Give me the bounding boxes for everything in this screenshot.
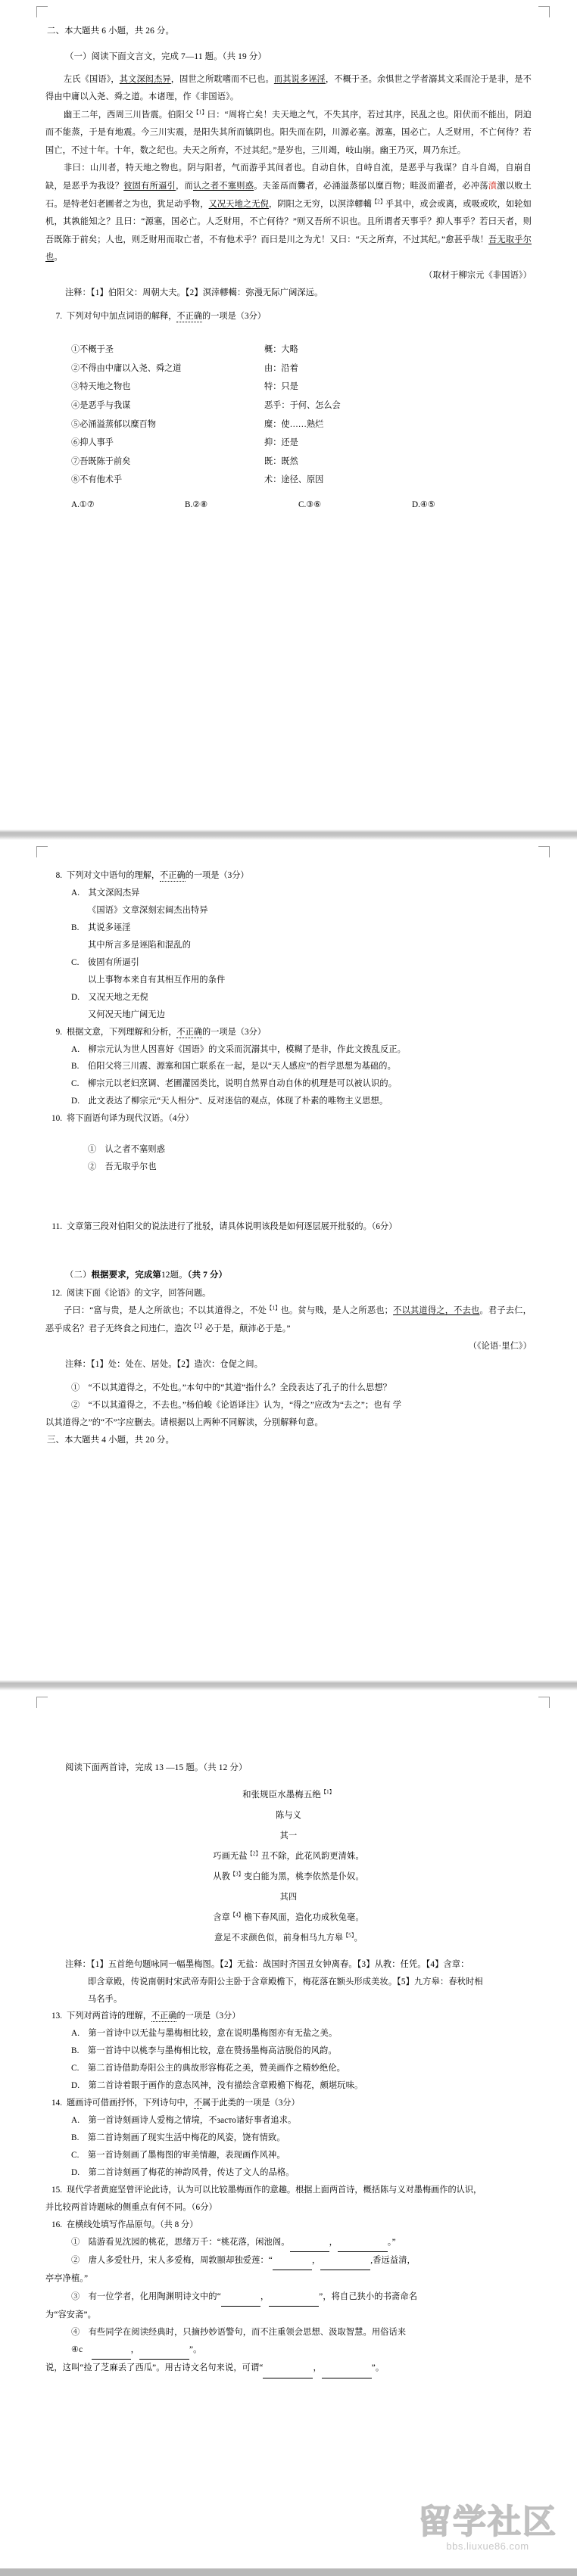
text-run: ，固世之所耽嗜而不已也。: [170, 74, 274, 84]
question-15-line-2: 并比较两首诗题咏的侧重点有何不同。（6分）: [45, 2202, 217, 2212]
q10-translation-item: ① 认之者不塞则惑: [88, 1145, 166, 1155]
q14-option[interactable]: A. 第一首诗刻画诗人爱梅之情境，不засто诸好事者追求。: [71, 2116, 297, 2126]
question-13-stem: [67, 2008, 532, 2025]
footnote-marker: 【2】: [247, 1850, 261, 1857]
q16-item: [71, 2234, 532, 2252]
poem-line: [45, 1908, 532, 1928]
q7-item-gloss: 抑：还是: [264, 438, 298, 448]
passage-paragraph-3: [45, 160, 532, 266]
crop-mark-top-right-p3: [538, 1697, 550, 1708]
question-15-number: 15.: [51, 2185, 62, 2195]
q14-stem-post: 属于此类的一项是（3分）: [202, 2098, 300, 2108]
highlighted-char: 濆: [488, 182, 497, 191]
q16-answer-blank[interactable]: [338, 2234, 388, 2252]
watermark-main-text: 留学社区: [418, 2503, 557, 2540]
footnote-marker: 【5】: [343, 1931, 354, 1938]
text-run: 从教: [213, 1872, 230, 1882]
passage-paragraph-1: [45, 71, 532, 107]
q7-item-stem: ⑧不有他术乎: [71, 475, 123, 485]
question-13: [45, 2008, 532, 2025]
q14-stem-emphasis: 不: [193, 2098, 203, 2108]
text-run: 。君子去仁，恶乎成名？君子无终食之间违仁，造次: [45, 1306, 532, 1333]
text-run: 幽王二年，西周三川皆震。伯阳父: [64, 110, 194, 120]
question-7-item-list: [45, 341, 532, 490]
q16-item-text: 有一位学者，化用陶渊明诗文中的“: [88, 2291, 221, 2301]
stanza-4-label: 其四: [279, 1892, 298, 1902]
question-14-options: [45, 2112, 532, 2182]
q13-stem-pre: 下列对两首诗的理解，: [67, 2011, 151, 2021]
poem-notes-line-2: 即含章殿，传说南朝时宋武帝寿阳公主卧于含章殿檐下，梅花落在额头形成美妆。【5】九方皋：春秋时相: [88, 1977, 483, 1986]
footnote-marker: 【2】: [191, 1322, 205, 1329]
q16-item-tail: ”。: [189, 2345, 202, 2355]
question-13-options: [45, 2025, 532, 2095]
q7-item-stem: ⑦吾既陈于前矣: [71, 456, 131, 466]
stanza-1-lines: [45, 1846, 532, 1887]
question-8-options: [45, 885, 532, 1024]
q9-option[interactable]: B. 伯阳父将三川震、源塞和国亡联系在一起，是以“天人感应”的哲学思想为基础的。: [71, 1062, 396, 1072]
q7-choice[interactable]: B.②⑧: [185, 500, 208, 510]
passage-source: （取材于柳宗元《非国语》）: [424, 270, 532, 280]
text-run: ，不概于圣。余惧世之学者溺其文采而沦于是非，是不得由中庸以入尧、舜之道。本诸理，作《非国语》。: [45, 74, 532, 102]
q8-option-explanation: 以上事物本来自有其相互作用的条件: [88, 975, 226, 985]
poem-line: [45, 1846, 532, 1867]
question-7-stem: [67, 308, 532, 325]
question-11: [45, 1218, 532, 1236]
q7-choice[interactable]: C.③⑥: [298, 500, 322, 510]
poem-title-footnote-marker: 【1】: [320, 1789, 335, 1796]
question-12-sub-2-line-1: ② “不以其道得之，不去也。”杨伯峻《论语译注》认为，“得之”应改为“去之”；也有 学: [71, 1400, 402, 1410]
q16-answer-blank[interactable]: [92, 2341, 131, 2360]
crop-mark-top-left-p2: [36, 846, 48, 857]
q9-stem-pre: 根据文意，下列理解和分析，: [67, 1027, 177, 1037]
footnote-marker: 【3】: [230, 1871, 244, 1878]
q7-choice[interactable]: A.①⑦: [71, 500, 95, 510]
text-run: 必于是，颠沛必于是。”: [204, 1324, 291, 1333]
question-12-sub-1: ① “不以其道得之，不处也。”本句中的“其道”指什么？全段表达了孔子的什么思想？: [71, 1383, 392, 1392]
q7-item-gloss: 恶乎：于何、怎么会: [264, 400, 341, 410]
passage-paragraph-2: [45, 107, 532, 160]
poem-title: [45, 1785, 532, 1806]
q14-option[interactable]: B. 第二首诗刻画了现实生活中梅花的风姿，饶有情致。: [71, 2133, 285, 2143]
q13-option[interactable]: D. 第二首诗着眼于画作的意态风神，没有描绘含章殿檐下梅花，颇堪玩味。: [71, 2081, 363, 2091]
q16-separator: ，: [130, 2345, 139, 2355]
q16-answer-blank[interactable]: [290, 2234, 329, 2252]
q16-item-text: 唐人多爱牡丹，宋人多爱梅，周敦颐却独爱莲：“: [88, 2256, 273, 2266]
q16-item-marker: ②: [71, 2256, 89, 2266]
q7-stem-emphasis: 不正确: [176, 312, 203, 322]
question-10-stem: 将下面语句译为现代汉语。（4分）: [67, 1114, 194, 1124]
question-12-sub-2-line-2: 以其道得之”的“不”字应删去。请根据以上两种不同解读，分别解释句意。: [45, 1417, 323, 1427]
q7-item-stem: ②不得由中庸以入尧、舜之道: [71, 363, 182, 373]
underlined-phrase: 又况天地之无倪: [208, 199, 269, 209]
question-15-line-1: 现代学者黄庭坚曾评论此诗，认为可以比较墨梅画作的意趣。根据上面两首诗，概括陈与义对墨梅画作的认识，: [67, 2185, 482, 2195]
q13-option[interactable]: B. 第一首诗中以桃李与墨梅相比较，意在赞扬墨梅高洁脱俗的风韵。: [71, 2046, 337, 2056]
q8-option-explanation: 其中所言多是诬陷和混乱的: [88, 940, 192, 950]
section-2-header: 二、本大题共 6 小题，共 26 分。: [47, 26, 175, 36]
footnote-marker: 【1】: [193, 109, 207, 116]
question-16: [45, 2217, 532, 2234]
part-two-heading-d: （共 7 分）: [187, 1271, 228, 1280]
text-run: 也。贫与贱，是人之所恶也；: [280, 1306, 394, 1316]
stanza-4-lines: [45, 1908, 532, 1949]
question-8: [45, 867, 532, 885]
question-10: [45, 1110, 532, 1128]
q14-option[interactable]: D. 第二首诗刻画了梅花的神韵风骨，传达了文人的品格。: [71, 2168, 295, 2178]
question-12-stem: 阅读下面《论语》的文字，回答问题。: [67, 1289, 211, 1299]
q14-stem-pre: 题画诗可借画抒怀，下列诗句中，: [67, 2098, 194, 2108]
question-10-number: 10.: [51, 1114, 62, 1124]
q13-option[interactable]: A. 第一首诗中以无盐与墨梅相比较，意在说明墨梅图亦有无盐之美。: [71, 2029, 338, 2039]
footnote-marker: 【2】: [372, 198, 386, 204]
q8-stem-post: 的一项是（3分）: [185, 871, 249, 880]
q8-option[interactable]: B. 其说多诬淫: [71, 922, 131, 932]
q14-option[interactable]: C. 第一首诗刻画了墨梅图的审美情趣，表现画作风神。: [71, 2151, 285, 2161]
text-run: 意足不求颜色似，前身相马九方皋: [214, 1933, 344, 1943]
q16-separator: ，: [313, 2363, 322, 2373]
q13-option[interactable]: C. 第二首诗借助寿阳公主的典故形容梅花之美，赞美画作之精妙绝伦。: [71, 2064, 346, 2074]
question-8-number: 8.: [55, 871, 62, 880]
stanza-1-label: 其一: [279, 1831, 298, 1841]
q16-answer-blank[interactable]: [273, 2252, 312, 2270]
underlined-phrase: 不以其道得之，不去也: [393, 1306, 480, 1316]
question-16-number: 16.: [51, 2220, 62, 2230]
q16-item: [71, 2341, 532, 2360]
lunyu-quote: [45, 1302, 532, 1338]
q7-item-row: [71, 434, 532, 453]
lunyu-notes: 注释：【1】处：处在、居处。【2】造次：仓促之间。: [65, 1359, 264, 1369]
q16-item-continuation: [45, 2307, 532, 2325]
question-16-stem: 在横线处填写作品原句。（共 8 分）: [67, 2220, 198, 2230]
text-run: 左氏《国语》，: [64, 74, 120, 84]
q7-item-stem: ④是恶乎与我谋: [71, 400, 131, 410]
q16-separator: ，: [329, 2238, 338, 2248]
q16-item-continuation: [45, 2270, 532, 2288]
q16-item-marker: ④c: [71, 2345, 92, 2355]
q16-item-text: 陆游看见沈园的桃花，思绪万千：“桃花落，闲池阁。: [88, 2238, 290, 2248]
question-14-number: 14.: [51, 2098, 62, 2108]
q16-item: [71, 2252, 532, 2270]
part-two-heading-b: 根据要求，完成第: [91, 1271, 161, 1280]
question-11-stem: 文章第三段对伯阳父的说法进行了批驳，请具体说明该段是如何逐层展开批驳的。（6分）: [67, 1222, 398, 1232]
q7-item-row: [71, 397, 532, 415]
poem-title-text: 和张规臣水墨梅五绝: [242, 1790, 321, 1800]
question-16-items: [45, 2234, 532, 2378]
part-two-heading: [65, 1266, 532, 1285]
crop-mark-top-left: [36, 6, 48, 17]
q16-separator: ，: [260, 2291, 270, 2301]
q8-option[interactable]: A. 其文深闳杰异: [71, 888, 140, 898]
text-run: 激以败土石。是特老妇老圃者之为也，犹足动乎物，: [45, 182, 532, 209]
q7-item-gloss: 糜：使……熟烂: [264, 419, 324, 429]
lunyu-source: （《论语·里仁》）: [468, 1342, 532, 1352]
q7-item-row: [71, 378, 532, 397]
q16-item: [71, 2324, 532, 2341]
q7-item-stem: ③特天地之物也: [71, 382, 131, 392]
q16-item-marker: ③: [71, 2291, 89, 2301]
page-3: [0, 1691, 577, 2568]
watermark-url-text: bbs.liuxue86.com: [446, 2540, 529, 2552]
q16-item-continuation: [45, 2360, 532, 2378]
q7-item-row: [71, 341, 532, 359]
q9-stem-post: 的一项是（3分）: [202, 1027, 266, 1037]
underlined-phrase: 其文深闳杰异: [119, 74, 171, 84]
text-run: 含章: [213, 1912, 230, 1922]
part-one-heading: （一）阅读下面文言文，完成 7—11 题。（共 19 分）: [65, 51, 267, 61]
q7-stem-post: 的一项是（3分）: [202, 312, 266, 322]
question-9-number: 9.: [55, 1027, 62, 1037]
q7-item-row: [71, 359, 532, 378]
section-3-header: 三、本大题共 4 小题，共 20 分。: [47, 1436, 175, 1445]
q16-item-text: 有些同学在阅读经典时，只摘抄妙语警句，而不注重领会思想、汲取智慧。用俗话来: [88, 2328, 407, 2338]
q16-item-tail: ,香远益清，: [370, 2256, 416, 2266]
crop-mark-top-left-p3: [36, 1697, 48, 1708]
site-watermark: [418, 2503, 557, 2552]
q8-stem-pre: 下列对文中语句的理解，: [67, 871, 161, 880]
page-separator-2: [0, 1680, 577, 1691]
q9-stem-emphasis: 不正确: [176, 1027, 203, 1037]
q9-option[interactable]: C. 柳宗元以老妇烹调、老圃灌园类比，说明自然界自动自休的机理是可以被认识的。: [71, 1079, 398, 1089]
poem-line: [45, 1928, 532, 1949]
question-15: [45, 2182, 532, 2199]
question-12-number: 12.: [51, 1289, 62, 1299]
q7-item-row: [71, 453, 532, 471]
q16-answer-blank[interactable]: [320, 2252, 370, 2270]
q16-answer-blank[interactable]: [139, 2341, 189, 2360]
q7-item-gloss: 既：既然: [264, 456, 298, 466]
part-two-heading-a: （二）: [65, 1271, 92, 1280]
q13-stem-emphasis: 不正确: [151, 2011, 177, 2021]
poem-line: [45, 1867, 532, 1887]
footnote-marker: 【1】: [267, 1305, 281, 1311]
q7-item-stem: ①不概于圣: [71, 345, 114, 354]
page-separator-1: [0, 829, 577, 840]
q8-option[interactable]: C. 彼固有所逼引: [71, 957, 139, 967]
q7-choice[interactable]: D.④⑤: [412, 500, 435, 510]
q16-answer-blank[interactable]: [269, 2288, 319, 2307]
question-8-stem: [67, 867, 532, 885]
text-run: 子曰：“富与贵，是人之所欲也；不以其道得之，不处: [64, 1306, 267, 1316]
q16-item-marker: ①: [71, 2238, 89, 2248]
q8-option[interactable]: D. 又况天地之无倪: [71, 992, 148, 1002]
q7-item-gloss: 术：途径、原因: [264, 475, 324, 485]
text-run: 丑不除，此花风韵更清姝。: [260, 1852, 364, 1862]
text-run: 。: [54, 253, 63, 263]
q10-translation-item: ② 吾无取乎尔也: [88, 1162, 157, 1172]
part-three-heading: 阅读下面两首诗，完成 13 —15 题。（共 12 分）: [65, 1763, 248, 1772]
q9-option[interactable]: D. 此文表达了柳宗元“天人相分”、反对迷信的观点，体现了朴素的唯物主义思想。: [71, 1097, 388, 1106]
text-run: 。: [354, 1933, 363, 1943]
text-run: 乎其中，或会或离，或吸或吹，如轮如机，其孰能知之？且曰：“源塞，国必亡。人乏财用，不亡何待？”则又吾所不识也。且所谓者天事乎？抑人事乎？若曰天者，则吾既陈于前矣；人也，则乏财用而取亡者，不有他术乎？而曰是川之为尤！又曰：“天之所弃，不过其纪。”愈甚乎哉！: [45, 199, 532, 244]
page-2: [0, 840, 577, 1680]
question-7: [45, 308, 532, 325]
text-run: 。夫釜鬲而爨者，必涌溢蒸郁以糜百物；畦汲而灌者，必冲荡: [254, 182, 488, 191]
q8-option-explanation: 又何况天地广阔无边: [88, 1010, 166, 1019]
question-13-number: 13.: [51, 2011, 62, 2021]
poem-notes-line-1: 注释：【1】五首绝句题咏同一幅墨梅图。【2】无盐：战国时齐国丑女钟离春。【3】从教：任凭。【4】含章：: [65, 1959, 469, 1969]
underlined-phrase: 认之者不塞则惑: [192, 182, 254, 191]
q9-option[interactable]: A. 柳宗元认为世人因喜好《国语》的文采而沉溺其中，模糊了是非，作此文拨乱反正。: [71, 1044, 407, 1054]
question-9-options: [45, 1041, 532, 1111]
text-run: 变白能为黑，桃李依然是仆奴。: [243, 1872, 364, 1882]
q16-item-tail: ”，将自己狭小的书斋命名: [319, 2291, 418, 2301]
question-14: [45, 2095, 532, 2112]
passage-notes: 注释：【1】伯阳父：周朝大夫。【2】溟涬轇轕：弥漫无际广阔深远。: [65, 288, 323, 298]
question-9-stem: [67, 1024, 532, 1041]
q7-item-row: [71, 415, 532, 434]
q7-item-gloss: 概：大略: [264, 345, 298, 354]
q16-answer-blank[interactable]: [263, 2360, 313, 2378]
q16-continuation-text: 亭亭净植。”: [45, 2274, 89, 2284]
q16-answer-blank[interactable]: [221, 2288, 260, 2307]
crop-mark-top-right-p2: [538, 846, 550, 857]
question-14-stem: [67, 2095, 532, 2112]
q16-answer-blank[interactable]: [322, 2360, 372, 2378]
text-run: 曰：“周将亡矣！夫天地之气，不失其序，若过其序，民乱之也。阳伏而不能出，阴迫而不能蒸，于是有地震。今三川实震，是阳失其所而镇阴也。阳失而在阴，川源必塞。源塞，国必亡。人乏财用，不亡何待？若国亡，不过十年。十年，数之纪也。夫天之所弃，不过其纪。”是岁也，三川竭，岐山崩。幽王乃灭，周乃东迁。: [45, 110, 532, 155]
q16-continuation-text: 为“容安斋”。: [45, 2310, 96, 2319]
q7-stem-pre: 下列对句中加点词语的解释，: [67, 312, 177, 322]
question-12: [45, 1285, 532, 1302]
q7-item-gloss: 特：只是: [264, 382, 298, 392]
q7-item-gloss: 由：沿着: [264, 363, 298, 373]
page-1: [0, 0, 577, 829]
question-11-number: 11.: [51, 1222, 62, 1232]
question-9: [45, 1024, 532, 1041]
underlined-phrase: 彼固有所逼引: [123, 182, 176, 191]
crop-mark-top-right: [538, 6, 550, 17]
footnote-marker: 【4】: [230, 1912, 244, 1918]
q8-stem-emphasis: 不正确: [160, 871, 186, 880]
underlined-phrase: 吾无取乎尔也: [45, 235, 532, 263]
question-7-choice-row: [71, 496, 532, 515]
text-run: 非曰：山川者，特天地之物也。阴与阳者，气而游乎其间者也。自动自休，自峙自流，是恶乎与我谋？自斗自竭，自崩自缺，是恶乎为我设？: [45, 163, 532, 191]
poem-notes-line-3: 马名手。: [88, 1994, 123, 2004]
q16-separator: ，: [311, 2256, 321, 2266]
q7-item-row: [71, 471, 532, 490]
poem-author: 陈与义: [275, 1811, 301, 1821]
q7-item-stem: ⑥抑人事乎: [71, 438, 114, 448]
q16-item: [71, 2288, 532, 2307]
text-run: ，而: [176, 182, 193, 191]
question-10-items: [45, 1141, 532, 1176]
q8-option-explanation: 《国语》文章深刻宏阔杰出特异: [88, 905, 208, 915]
q16-item-tail: 。”: [387, 2238, 396, 2248]
q16-item-marker: ④: [71, 2328, 89, 2338]
q13-stem-post: 的一项是（3分）: [176, 2011, 241, 2021]
text-run: 檐下春风面，造化功成秋兔毫。: [243, 1912, 364, 1922]
text-run: ，阴阳之无穷，以溟涬轇轕: [268, 199, 373, 209]
underlined-phrase: 而其说多诬淫: [273, 74, 326, 84]
q16-continuation-text: 说，这叫“捡了芝麻丢了西瓜”。用古诗文名句来说，可谓“: [45, 2363, 264, 2373]
q7-item-stem: ⑤必涌溢蒸郁以糜百物: [71, 419, 156, 429]
question-7-number: 7.: [55, 312, 62, 322]
q16-item-tail: ”。: [371, 2363, 385, 2373]
part-two-heading-c: 12题。: [161, 1271, 188, 1280]
text-run: 巧画无盐: [213, 1852, 248, 1862]
